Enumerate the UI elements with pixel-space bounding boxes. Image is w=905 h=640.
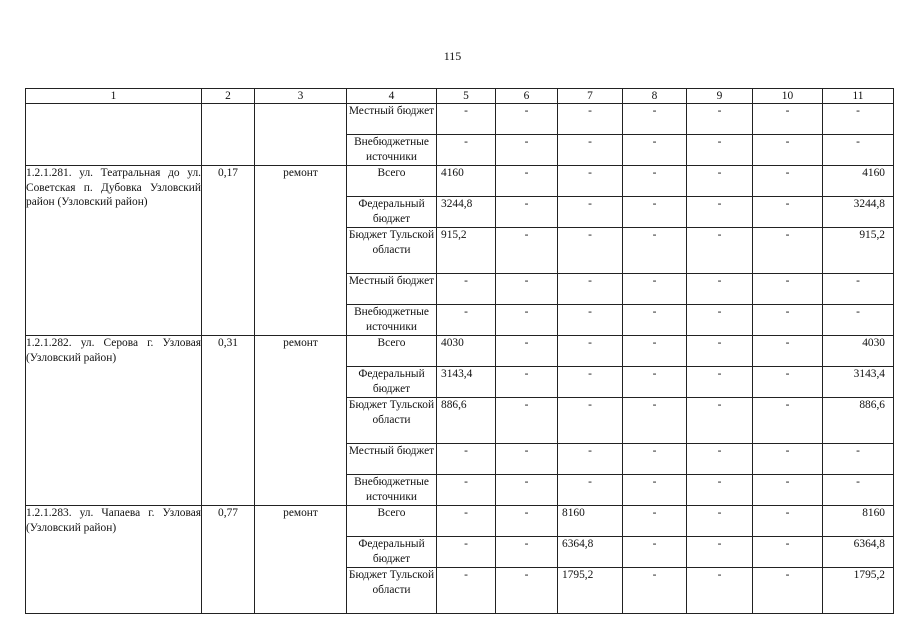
value-cell: - [823, 305, 894, 336]
value-cell: - [496, 166, 558, 197]
header-cell: 1 [26, 89, 202, 104]
value-cell: - [437, 274, 496, 305]
value-cell: 8160 [558, 506, 623, 537]
header-cell: 8 [623, 89, 687, 104]
value-cell: - [687, 398, 753, 444]
budget-table [25, 88, 894, 614]
value-cell: - [823, 135, 894, 166]
value-cell: - [496, 228, 558, 274]
value-cell: - [496, 367, 558, 398]
value-cell: - [623, 305, 687, 336]
value-cell: - [496, 568, 558, 614]
value-cell: - [496, 274, 558, 305]
value-cell: - [687, 537, 753, 568]
value-cell: - [437, 135, 496, 166]
value-cell: - [753, 305, 823, 336]
header-cell: 9 [687, 89, 753, 104]
funding-source-cell: Всего [347, 336, 437, 367]
value-cell: - [437, 506, 496, 537]
value-cell: 3244,8 [437, 197, 496, 228]
value-cell: - [687, 336, 753, 367]
value-cell: - [437, 475, 496, 506]
value-cell: - [687, 228, 753, 274]
value-cell: - [623, 336, 687, 367]
value-cell: - [558, 367, 623, 398]
funding-source-cell: Местный бюджет [347, 104, 437, 135]
header-cell: 11 [823, 89, 894, 104]
object-name-cell [26, 104, 202, 166]
value-cell: 4160 [437, 166, 496, 197]
value-cell: - [753, 135, 823, 166]
value-cell: - [687, 444, 753, 475]
table-row [26, 166, 894, 197]
value-cell: - [753, 336, 823, 367]
value-cell: - [687, 568, 753, 614]
value-cell: - [558, 274, 623, 305]
header-cell: 10 [753, 89, 823, 104]
value-cell: - [753, 444, 823, 475]
funding-source-cell: Всего [347, 506, 437, 537]
value-cell: 4030 [823, 336, 894, 367]
value-cell: - [623, 228, 687, 274]
value-cell: 915,2 [437, 228, 496, 274]
object-name-cell: 1.2.1.283. ул. Чапаева г. Узловая (Узловский район) [26, 506, 202, 614]
value-cell: - [753, 568, 823, 614]
length-cell [202, 104, 255, 166]
value-cell: 3143,4 [823, 367, 894, 398]
table-body [26, 104, 894, 614]
value-cell: - [558, 166, 623, 197]
value-cell: - [623, 537, 687, 568]
value-cell: - [496, 305, 558, 336]
value-cell: - [437, 537, 496, 568]
value-cell: - [496, 506, 558, 537]
funding-source-cell: Всего [347, 166, 437, 197]
value-cell: - [623, 104, 687, 135]
value-cell: - [437, 104, 496, 135]
value-cell: - [558, 197, 623, 228]
value-cell: 4160 [823, 166, 894, 197]
value-cell: - [437, 568, 496, 614]
header-cell: 7 [558, 89, 623, 104]
value-cell: - [623, 398, 687, 444]
funding-source-cell: Местный бюджет [347, 274, 437, 305]
value-cell: 8160 [823, 506, 894, 537]
value-cell: 886,6 [437, 398, 496, 444]
value-cell: 1795,2 [823, 568, 894, 614]
value-cell: - [496, 398, 558, 444]
value-cell: - [753, 537, 823, 568]
funding-source-cell: Внебюджетные источники [347, 475, 437, 506]
object-name-cell: 1.2.1.281. ул. Театральная до ул. Советская п. Дубовка Узловский район (Узловский район) [26, 166, 202, 336]
value-cell: - [687, 104, 753, 135]
value-cell: - [823, 444, 894, 475]
funding-source-cell: Местный бюджет [347, 444, 437, 475]
table-row [26, 104, 894, 135]
value-cell: - [496, 444, 558, 475]
funding-source-cell: Внебюджетные источники [347, 135, 437, 166]
work-type-cell: ремонт [255, 506, 347, 614]
value-cell: - [753, 197, 823, 228]
value-cell: - [753, 274, 823, 305]
value-cell: - [623, 197, 687, 228]
header-cell: 2 [202, 89, 255, 104]
value-cell: - [623, 135, 687, 166]
funding-source-cell: Федеральный бюджет [347, 197, 437, 228]
value-cell: - [687, 274, 753, 305]
value-cell: - [496, 537, 558, 568]
value-cell: - [496, 197, 558, 228]
length-cell: 0,31 [202, 336, 255, 506]
value-cell: - [558, 104, 623, 135]
value-cell: - [496, 135, 558, 166]
value-cell: - [496, 475, 558, 506]
value-cell: - [753, 506, 823, 537]
value-cell: - [823, 274, 894, 305]
work-type-cell: ремонт [255, 336, 347, 506]
work-type-cell: ремонт [255, 166, 347, 336]
value-cell: 6364,8 [558, 537, 623, 568]
value-cell: - [753, 166, 823, 197]
length-cell: 0,17 [202, 166, 255, 336]
value-cell: - [558, 475, 623, 506]
header-cell: 3 [255, 89, 347, 104]
table-row [26, 336, 894, 367]
header-row [26, 89, 894, 104]
value-cell: - [823, 475, 894, 506]
value-cell: - [437, 444, 496, 475]
length-cell: 0,77 [202, 506, 255, 614]
funding-source-cell: Федеральный бюджет [347, 537, 437, 568]
value-cell: - [623, 274, 687, 305]
value-cell: - [687, 506, 753, 537]
value-cell: 6364,8 [823, 537, 894, 568]
value-cell: - [753, 104, 823, 135]
value-cell: - [687, 475, 753, 506]
value-cell: - [558, 228, 623, 274]
value-cell: - [623, 506, 687, 537]
value-cell: 4030 [437, 336, 496, 367]
funding-source-cell: Внебюджетные источники [347, 305, 437, 336]
object-name-cell: 1.2.1.282. ул. Серова г. Узловая (Узловский район) [26, 336, 202, 506]
value-cell: 915,2 [823, 228, 894, 274]
value-cell: - [437, 305, 496, 336]
value-cell: 3143,4 [437, 367, 496, 398]
value-cell: - [558, 336, 623, 367]
value-cell: - [687, 197, 753, 228]
value-cell: - [496, 336, 558, 367]
value-cell: - [558, 135, 623, 166]
value-cell: - [558, 444, 623, 475]
value-cell: - [496, 104, 558, 135]
value-cell: - [753, 228, 823, 274]
work-type-cell [255, 104, 347, 166]
header-cell: 6 [496, 89, 558, 104]
value-cell: - [687, 305, 753, 336]
header-cell: 4 [347, 89, 437, 104]
value-cell: - [558, 398, 623, 444]
header-cell: 5 [437, 89, 496, 104]
value-cell: - [623, 166, 687, 197]
funding-source-cell: Бюджет Тульской области [347, 568, 437, 614]
funding-source-cell: Бюджет Тульской области [347, 398, 437, 444]
value-cell: 886,6 [823, 398, 894, 444]
value-cell: - [623, 444, 687, 475]
funding-source-cell: Федеральный бюджет [347, 367, 437, 398]
value-cell: - [823, 104, 894, 135]
value-cell: - [687, 135, 753, 166]
value-cell: 1795,2 [558, 568, 623, 614]
value-cell: - [753, 398, 823, 444]
value-cell: - [687, 166, 753, 197]
value-cell: - [753, 475, 823, 506]
value-cell: - [753, 367, 823, 398]
value-cell: - [558, 305, 623, 336]
value-cell: - [623, 568, 687, 614]
value-cell: - [623, 475, 687, 506]
value-cell: - [687, 367, 753, 398]
funding-source-cell: Бюджет Тульской области [347, 228, 437, 274]
value-cell: - [623, 367, 687, 398]
page-number: 115 [443, 49, 462, 63]
table-row [26, 506, 894, 537]
value-cell: 3244,8 [823, 197, 894, 228]
